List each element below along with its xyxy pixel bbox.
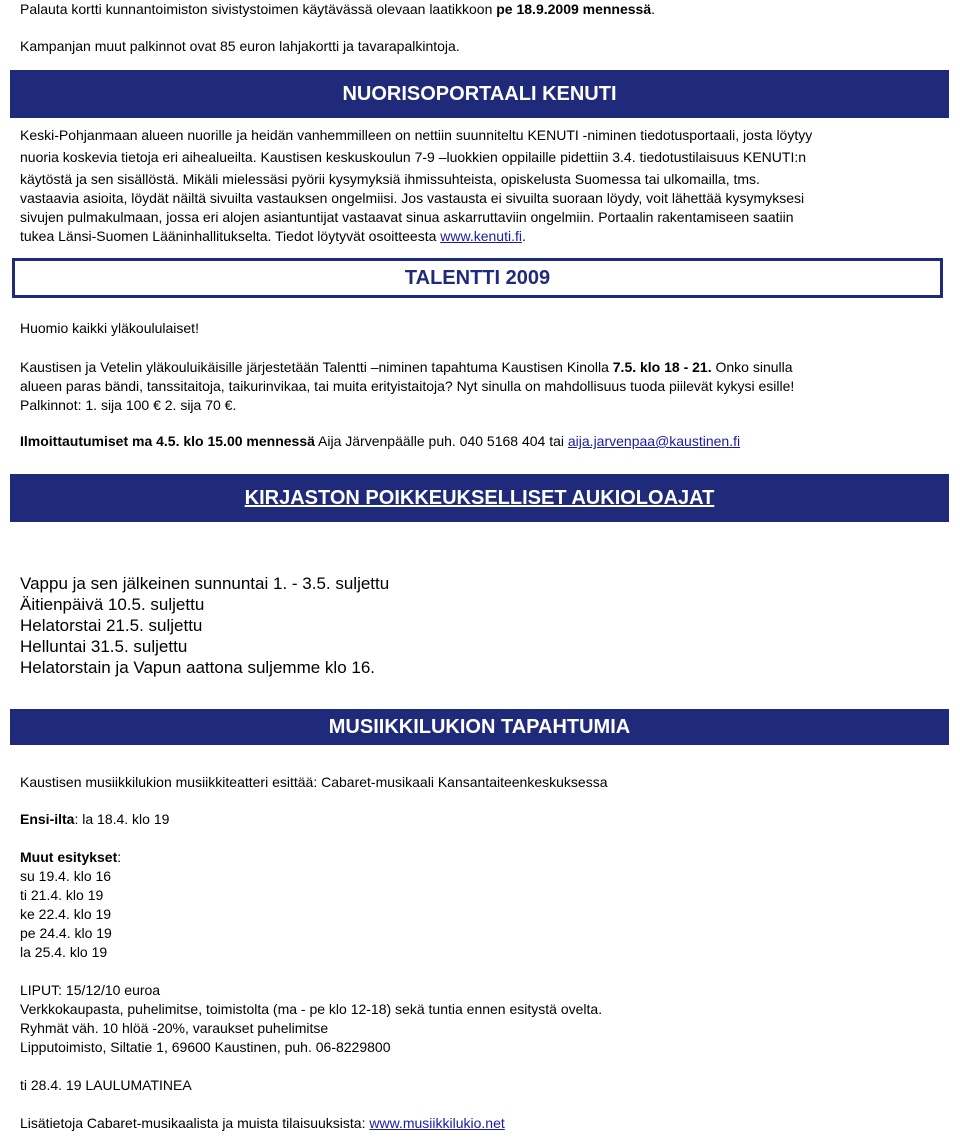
musiikkilukio-link[interactable]: www.musiikkilukio.net [369,1115,505,1131]
music-info-line [20,1114,505,1133]
registration-contact: Aija Järvenpäälle puh. 040 5168 404 tai [314,433,568,449]
talentti-banner [12,258,943,298]
show-date: su 19.4. klo 16 [20,868,112,884]
kenuti-paragraph-line-5: sivujen pulmakulmaan, jossa eri alojen asiantuntijat vastaavat sinua askarruttaviin ongelmiin. Portaalin rakentamiseen saatiin [20,209,794,225]
music-info-text: Lisätietoja Cabaret-musikaalista ja muista tilaisuuksista: [20,1115,370,1131]
kenuti-title: NUORISOPORTAALI KENUTI [342,83,617,105]
talentti-registration [20,432,740,450]
premiere-line [20,810,169,829]
talentti-prizes: Palkinnot: 1. sija 100 € 2. sija 70 €. [20,397,237,413]
show-date: pe 24.4. klo 19 [20,925,112,941]
talentti-title: TALENTTI 2009 [404,267,551,289]
library-hours-line: Äitienpäivä 10.5. suljettu [20,595,205,614]
show-date: la 25.4. klo 19 [20,944,108,960]
kenuti-banner [10,70,949,118]
show-date: ke 22.4. klo 19 [20,906,112,922]
library-hours-line: Vappu ja sen jälkeinen sunnuntai 1. - 3.5. suljettu [20,574,390,593]
campaign-prizes-text: Kampanjan muut palkinnot ovat 85 euron lahjakortti ja tavarapalkintoja. [20,38,460,54]
registration-email-link[interactable]: aija.jarvenpaa@kaustinen.fi [567,433,741,449]
talentti-time: 7.5. klo 18 - 21. [612,359,712,375]
kenuti-paragraph-line-4: vastaavia asioita, löydät näiltä sivuilta vastauksen ongelmiisi. Jos vastausta ei sivuilta suoraan löydy, voit lähettää kysymyksesi [20,190,805,206]
library-banner [10,474,949,522]
registration-deadline: Ilmoittautumiset ma 4.5. klo 15.00 mennessä [20,433,315,449]
kenuti-link[interactable]: www.kenuti.fi [440,228,522,244]
kenuti-paragraph-line-6 [20,227,526,245]
tickets-line: Ryhmät väh. 10 hlöä -20%, varaukset puhelimitse [20,1020,329,1036]
return-card-text-main: Palauta kortti kunnantoimiston sivistystoimen käytävässä olevaan laatikkoon [20,1,497,17]
return-card-deadline: pe 18.9.2009 mennessä [496,1,652,17]
more-shows-heading [20,848,121,867]
kenuti-source-text: tukea Länsi-Suomen Lääninhallitukselta. Tiedot löytyvät osoitteesta [20,228,441,244]
more-shows-colon: : [117,849,122,865]
kenuti-period: . [521,228,526,244]
premiere-label: Ensi-ilta [20,811,75,827]
library-hours-line: Helatorstai 21.5. suljettu [20,616,203,635]
talentti-paragraph-line-1 [20,358,793,376]
return-card-text [20,0,655,18]
return-card-period: . [651,1,656,17]
laulumatinea-line: ti 28.4. 19 LAULUMATINEA [20,1077,192,1093]
show-date: ti 21.4. klo 19 [20,887,104,903]
talentti-intro-text: Kaustisen ja Vetelin yläkouluikäisille järjestetään Talentti –niminen tapahtuma Kaustisen Kinolla [20,359,613,375]
kenuti-paragraph-line-2: nuoria koskevia tietoja eri aihealueilta. Kaustisen keskuskoulun 7-9 –luokkien oppilaille pidettiin 3.4. tiedotustilaisuus KENUTI:n [20,149,807,165]
more-shows-label: Muut esitykset [20,849,118,865]
premiere-value: : la 18.4. klo 19 [74,811,170,827]
music-title: MUSIIKKILUKION TAPAHTUMIA [328,716,631,738]
music-banner [10,709,949,745]
library-hours-line: Helatorstain ja Vapun aattona suljemme klo 16. [20,658,375,677]
talentti-paragraph-line-2: alueen paras bändi, tanssitaitoja, taikurinvikaa, tai muita erityistaitoja? Nyt sinulla on mahdollisuus tuoda piilevät kykysi esille! [20,378,795,394]
library-title: KIRJASTON POIKKEUKSELLISET AUKIOLOAJAT [244,487,715,509]
tickets-line: Verkkokaupasta, puhelimitse, toimistolta (ma - pe klo 12-18) sekä tuntia ennen esitystä ovelta. [20,1001,603,1017]
music-intro: Kaustisen musiikkilukion musiikkiteatteri esittää: Cabaret-musikaali Kansantaiteenkeskuksessa [20,774,608,790]
tickets-line: LIPUT: 15/12/10 euroa [20,982,161,998]
talentti-question: Onko sinulla [711,359,793,375]
kenuti-paragraph-line-3: käytöstä ja sen sisällöstä. Mikäli mielessäsi pyörii kysymyksiä ihmissuhteista, opiskelusta Suomessa tai ulkomailla, tms. [20,171,760,187]
kenuti-paragraph-line-1: Keski-Pohjanmaan alueen nuorille ja heidän vanhemmilleen on nettiin suunniteltu KENUTI -niminen tiedotusportaali, josta löytyy [20,127,813,143]
tickets-line: Lipputoimisto, Siltatie 1, 69600 Kaustinen, puh. 06-8229800 [20,1039,391,1055]
talentti-note: Huomio kaikki yläkoululaiset! [20,320,199,336]
library-hours-line: Helluntai 31.5. suljettu [20,637,188,656]
